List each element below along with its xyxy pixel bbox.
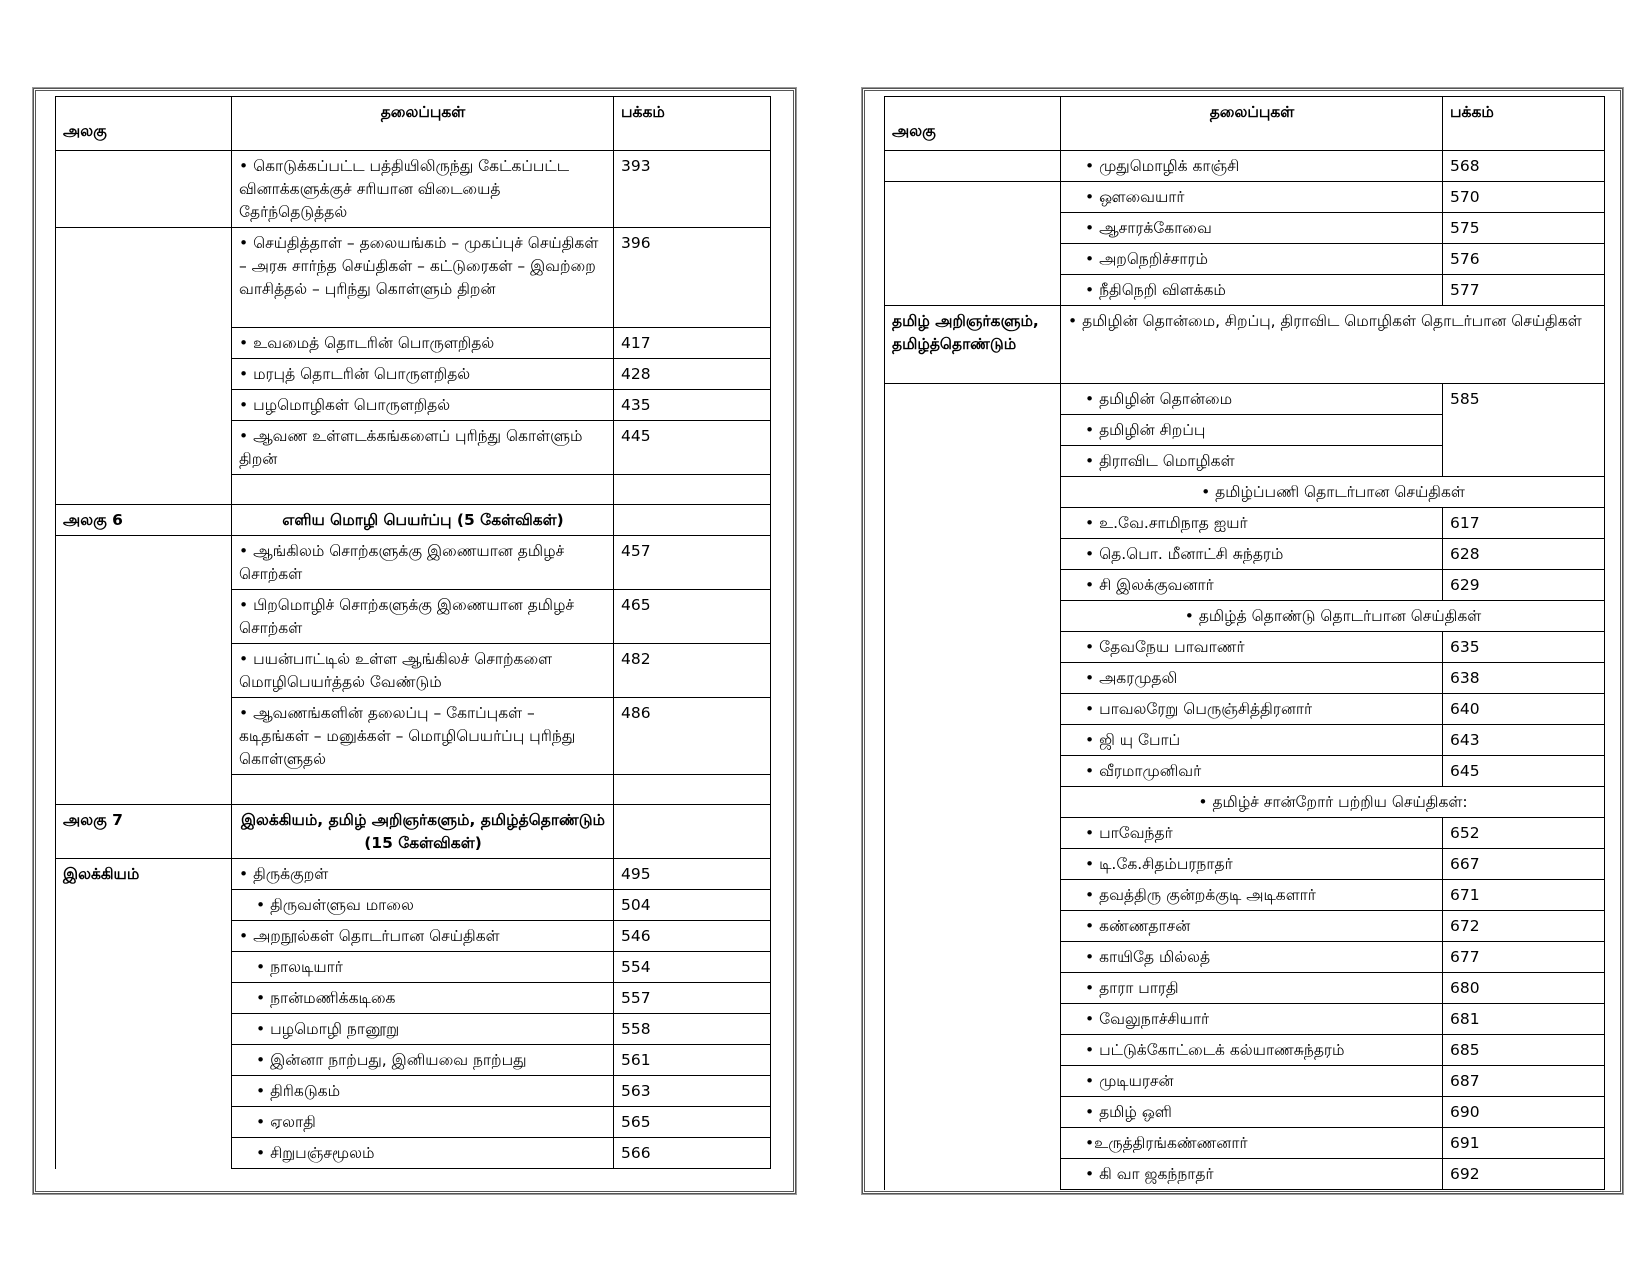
topic-cell: • ஏலாதி [232,1107,614,1138]
page-cell: 568 [1443,151,1605,182]
topic-cell: • தேவநேய பாவாணர் [1061,632,1443,663]
page-cell: 691 [1443,1128,1605,1159]
page-cell: 652 [1443,818,1605,849]
page-cell: 692 [1443,1159,1605,1190]
topic-cell: • தாரா பாரதி [1061,973,1443,1004]
page-cell: 643 [1443,725,1605,756]
page-cell: 685 [1443,1035,1605,1066]
page-cell: 690 [1443,1097,1605,1128]
page-cell: 638 [1443,663,1605,694]
unit-cell [56,228,232,505]
page-cell: 640 [1443,694,1605,725]
topic-cell: • பழமொழி நானூறு [232,1014,614,1045]
topic-cell: • கொடுக்கப்பட்ட பத்தியிலிருந்து கேட்கப்பட்ட வினாக்களுக்குச் சரியான விடையைத் தேர்ந்தெடுத்தல் [232,151,614,228]
page-cell: 628 [1443,539,1605,570]
topic-cell: • நீதிநெறி விளக்கம் [1061,275,1443,306]
page-cell: 558 [614,1014,771,1045]
topic-cell: • திருவள்ளுவ மாலை [232,890,614,921]
unit-column-header: அலகு [885,97,1061,151]
literature-label: இலக்கியம் [56,859,232,1169]
page-cell: 396 [614,228,771,328]
table-row [56,859,771,890]
right-page-panel [862,88,1623,1194]
topic-cell: • வீரமாமுனிவர் [1061,756,1443,787]
left-contents-table [55,96,771,1169]
topic-cell: • சி இலக்குவனார் [1061,570,1443,601]
page-cell: 561 [614,1045,771,1076]
unit-7-label: அலகு 7 [56,805,232,859]
table-row [56,151,771,228]
topic-cell [232,475,614,505]
page-cell: 671 [1443,880,1605,911]
unit-cell [56,536,232,805]
topic-cell: • உ.வே.சாமிநாத ஐயர் [1061,508,1443,539]
table-row [56,536,771,590]
topic-cell: • சிறுபஞ்சமூலம் [232,1138,614,1169]
page-column-header: பக்கம் [614,97,771,151]
page-cell: 465 [614,590,771,644]
scholars-intro: • தமிழின் தொன்மை, சிறப்பு, திராவிட மொழிகள் தொடர்பான செய்திகள் [1061,306,1605,384]
topic-cell: • திருக்குறள் [232,859,614,890]
page-cell: 557 [614,983,771,1014]
page-cell: 680 [1443,973,1605,1004]
page-cell: 577 [1443,275,1605,306]
scholars-label: தமிழ் அறிஞர்களும், தமிழ்த்தொண்டும் [885,306,1061,384]
page-cell [614,475,771,505]
page-cell: 563 [614,1076,771,1107]
topic-cell: • ஆவண உள்ளடக்கங்களைப் புரிந்து கொள்ளும் திறன் [232,421,614,475]
topic-cell: • ஆவணங்களின் தலைப்பு – கோப்புகள் – கடிதங்கள் – மனுக்கள் – மொழிபெயர்ப்பு புரிந்து கொள்ளுதல் [232,698,614,775]
page-cell: 554 [614,952,771,983]
topic-cell: • இன்னா நாற்பது, இனியவை நாற்பது [232,1045,614,1076]
topic-cell: • மரபுத் தொடரின் பொருளறிதல் [232,359,614,390]
page-cell: 417 [614,328,771,359]
right-contents-table [884,96,1605,1190]
page-cell: 635 [1443,632,1605,663]
page-cell [614,805,771,859]
topic-cell: • முதுமொழிக் காஞ்சி [1061,151,1443,182]
page-cell: 566 [614,1138,771,1169]
unit-6-label: அலகு 6 [56,505,232,536]
topic-cell: • நான்மணிக்கடிகை [232,983,614,1014]
topic-cell: • பாவலரேறு பெருஞ்சித்திரனார் [1061,694,1443,725]
table-header-row [56,97,771,151]
page-cell: 457 [614,536,771,590]
page-cell: 645 [1443,756,1605,787]
table-header-row [885,97,1605,151]
page-cell: 428 [614,359,771,390]
topic-cell: • முடியரசன் [1061,1066,1443,1097]
topic-cell: • தமிழ் ஒளி [1061,1097,1443,1128]
page-cell: 617 [1443,508,1605,539]
topic-cell: • உவமைத் தொடரின் பொருளறிதல் [232,328,614,359]
topic-cell: • ஆசாரக்கோவை [1061,213,1443,244]
page-cell: 546 [614,921,771,952]
topic-cell: • வேலுநாச்சியார் [1061,1004,1443,1035]
topic-cell: • அகரமுதலி [1061,663,1443,694]
table-row [885,151,1605,182]
topic-cell: • கண்ணதாசன் [1061,911,1443,942]
page-cell [614,505,771,536]
unit-cell [56,151,232,228]
unit-cell [885,182,1061,306]
unit-cell [885,384,1061,1190]
topic-cell: • திரிகடுகம் [232,1076,614,1107]
unit-6-row [56,505,771,536]
topic-cell: • அறநூல்கள் தொடர்பான செய்திகள் [232,921,614,952]
scholars-row [885,306,1605,384]
topic-cell: •உருத்திரங்கண்ணனார் [1061,1128,1443,1159]
page-column-header: பக்கம் [1443,97,1605,151]
page-cell: 495 [614,859,771,890]
topic-cell: • பட்டுக்கோட்டைக் கல்யாணசுந்தரம் [1061,1035,1443,1066]
topic-cell: • பயன்பாட்டில் உள்ள ஆங்கிலச் சொற்களை மொழிபெயர்த்தல் வேண்டும் [232,644,614,698]
unit-column-header: அலகு [56,97,232,151]
page-cell: 393 [614,151,771,228]
page-cell: 576 [1443,244,1605,275]
page-cell: 681 [1443,1004,1605,1035]
topics-column-header: தலைப்புகள் [1061,97,1443,151]
page-cell: 482 [614,644,771,698]
topic-cell [232,775,614,805]
service-heading: • தமிழ்ப்பணி தொடர்பான செய்திகள் [1061,477,1605,508]
topic-cell: • செய்தித்தாள் – தலையங்கம் – முகப்புச் செய்திகள் – அரசு சார்ந்த செய்திகள் – கட்டுரைகள் – இவற்றை வாசித்தல் – புரிந்து கொள்ளும் திறன் [232,228,614,328]
elders-heading: • தமிழ்ச் சான்றோர் பற்றிய செய்திகள்: [1061,787,1605,818]
topic-cell: • தமிழின் சிறப்பு [1061,415,1443,446]
page-cell: 667 [1443,849,1605,880]
topic-cell: • டி.கே.சிதம்பரநாதர் [1061,849,1443,880]
page-cell: 565 [614,1107,771,1138]
topic-cell: • பாவேந்தர் [1061,818,1443,849]
topic-cell: • ஆங்கிலம் சொற்களுக்கு இணையான தமிழச் சொற்கள் [232,536,614,590]
unit-6-title: எளிய மொழி பெயர்ப்பு (5 கேள்விகள்) [232,505,614,536]
page-cell: 672 [1443,911,1605,942]
page-cell: 486 [614,698,771,775]
unit-7-title: இலக்கியம், தமிழ் அறிஞர்களும், தமிழ்த்தொண்டும் (15 கேள்விகள்) [232,805,614,859]
page-cell: 575 [1443,213,1605,244]
page-cell: 629 [1443,570,1605,601]
topic-cell: • அறநெறிச்சாரம் [1061,244,1443,275]
devotion-heading: • தமிழ்த் தொண்டு தொடர்பான செய்திகள் [1061,601,1605,632]
page-cell: 435 [614,390,771,421]
topic-cell: • பிறமொழிச் சொற்களுக்கு இணையான தமிழச் சொற்கள் [232,590,614,644]
page-cell: 585 [1443,384,1605,477]
table-row [885,384,1605,415]
page-cell [614,775,771,805]
page-cell: 504 [614,890,771,921]
topic-cell: • தெ.பொ. மீனாட்சி சுந்தரம் [1061,539,1443,570]
topic-cell: • பழமொழிகள் பொருளறிதல் [232,390,614,421]
topic-cell: • தமிழின் தொன்மை [1061,384,1443,415]
unit-7-row [56,805,771,859]
topic-cell: • காயிதே மில்லத் [1061,942,1443,973]
topic-cell: • நாலடியார் [232,952,614,983]
table-row [885,182,1605,213]
left-page-panel [33,88,796,1194]
topic-cell: • கி வா ஜகந்நாதர் [1061,1159,1443,1190]
page-cell: 445 [614,421,771,475]
page-cell: 677 [1443,942,1605,973]
topic-cell: • ஜி யு போப் [1061,725,1443,756]
page-cell: 570 [1443,182,1605,213]
unit-cell [885,151,1061,182]
topic-cell: • ஔவையார் [1061,182,1443,213]
table-row [56,228,771,328]
page-cell: 687 [1443,1066,1605,1097]
topic-cell: • தவத்திரு குன்றக்குடி அடிகளார் [1061,880,1443,911]
topic-cell: • திராவிட மொழிகள் [1061,446,1443,477]
topics-column-header: தலைப்புகள் [232,97,614,151]
